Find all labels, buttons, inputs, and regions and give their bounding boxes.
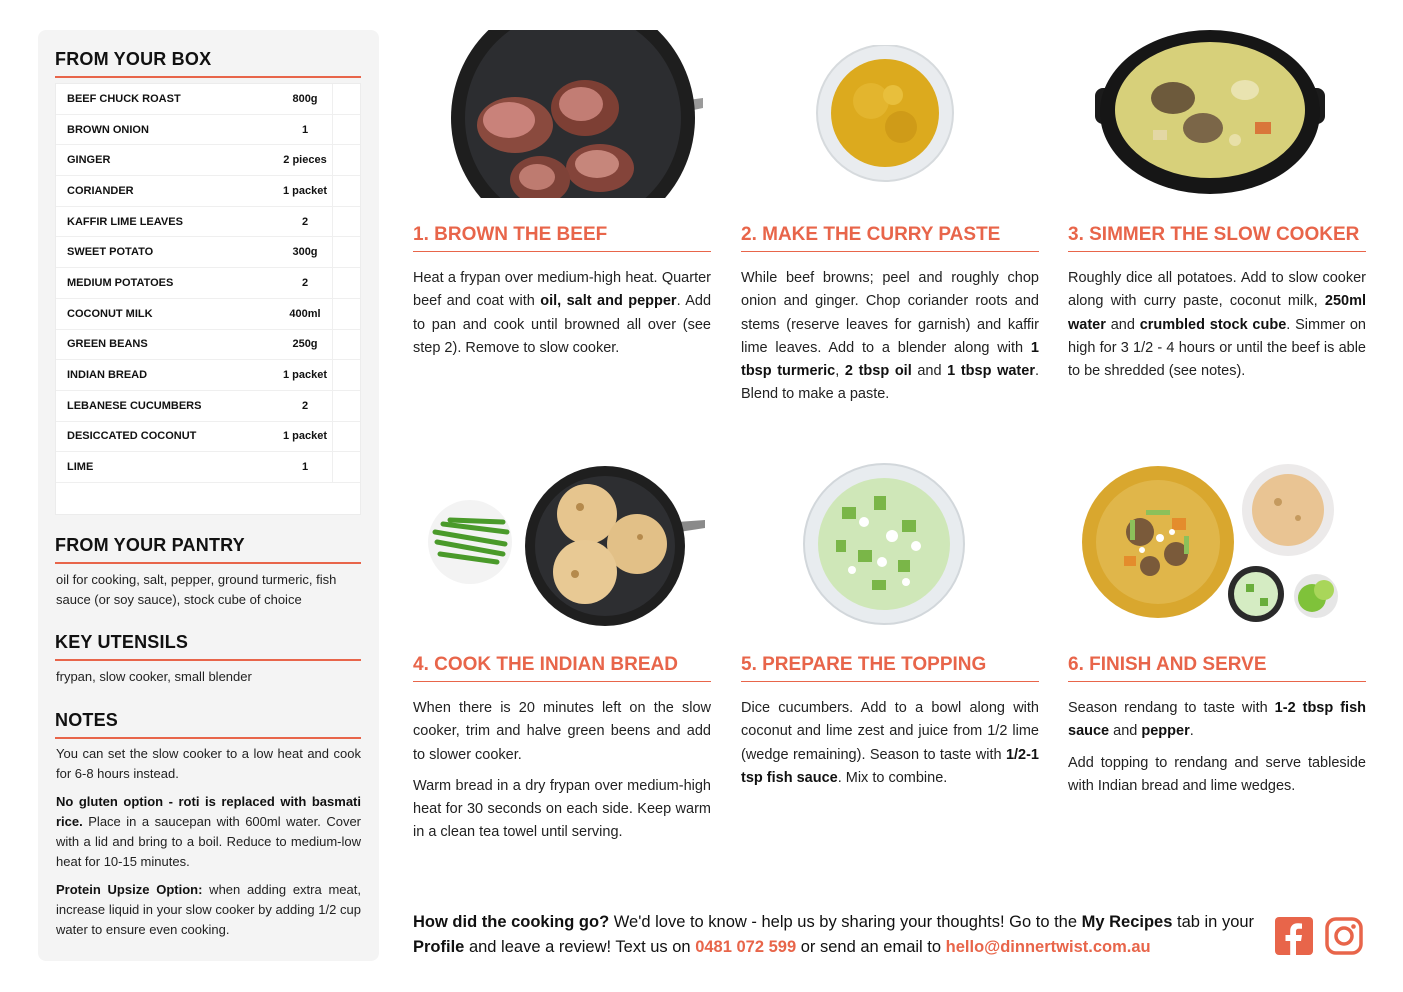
step-6-text-a: Season rendang to taste with [1068, 700, 1275, 716]
step-5-body [741, 697, 1039, 798]
footer-text-c: and leave a review! Text us on [464, 938, 696, 956]
ingredient-qty: 2 pieces [283, 154, 327, 167]
ingredient-qty: 1 [301, 123, 309, 136]
ingredient-qty: 400ml [289, 307, 321, 320]
step-2-text-c: and [911, 363, 948, 380]
column-divider [332, 329, 333, 359]
utensils-title: KEY UTENSILS [55, 632, 361, 661]
column-divider [332, 421, 333, 451]
beef-in-pan-photo [445, 30, 710, 200]
footer-question: How did the cooking go? [413, 913, 610, 931]
from-your-box-title: FROM YOUR BOX [55, 49, 361, 78]
step-5-text-b: . Mix to combine. [837, 769, 948, 786]
step-1-body [413, 267, 711, 368]
ingredient-row [56, 330, 360, 361]
footer-my-recipes: My Recipes [1081, 913, 1173, 931]
ingredient-row [56, 237, 360, 268]
ingredient-qty: 800g [292, 92, 318, 105]
step-6-title: 6. FINISH AND SERVE [1068, 654, 1366, 682]
step-6-bold-a: 1-2 tbsp fish sauce [1068, 700, 1366, 740]
column-divider [332, 360, 333, 390]
finished-dish-photo [1080, 462, 1345, 627]
column-divider [332, 176, 333, 206]
ingredient-name: BEEF CHUCK ROAST [67, 92, 181, 105]
column-divider [332, 84, 333, 114]
feedback-footer [413, 910, 1263, 960]
ingredient-name: GINGER [67, 154, 111, 167]
ingredient-row [56, 176, 360, 207]
step-6-bold-b: pepper [1141, 723, 1190, 740]
ingredient-name: LIME [67, 461, 94, 474]
step-1-title: 1. BROWN THE BEEF [413, 224, 711, 252]
topping-photo [802, 462, 967, 627]
ingredient-row [56, 207, 360, 238]
note-gluten-text: Place in a saucepan with 600ml water. Cover with a lid and bring to a boil. Reduce to medium-low heat for 10-15 minutes. [56, 814, 361, 869]
sidebar [38, 30, 379, 961]
ingredient-qty: 1 packet [282, 184, 328, 197]
step-4-text-1: When there is 20 minutes left on the slow cooker, trim and halve green beens and add to slower cooker. [413, 700, 711, 763]
footer-text-a: We'd love to know - help us by sharing your thoughts! Go to the [609, 913, 1082, 931]
step-2-bold-a: 1 tbsp turmeric [741, 339, 1039, 380]
ingredient-name: DESICCATED COCONUT [67, 430, 197, 443]
ingredient-qty: 1 [301, 461, 309, 474]
step-2-body [741, 267, 1039, 415]
curry-paste-photo [815, 45, 955, 185]
ingredient-row [56, 452, 360, 483]
ingredient-name: INDIAN BREAD [67, 369, 148, 382]
column-divider [332, 299, 333, 329]
step-5-text [741, 697, 1039, 790]
pantry-list: oil for cooking, salt, pepper, ground turmeric, fish sauce (or soy sauce), stock cube of choice [56, 572, 337, 607]
ingredient-name: SWEET POTATO [67, 246, 154, 259]
ingredient-name: KAFFIR LIME LEAVES [67, 215, 183, 228]
step-3-title: 3. SIMMER THE SLOW COOKER [1068, 224, 1366, 252]
step-3-text-b: and [1105, 316, 1140, 333]
ingredient-row [56, 268, 360, 299]
step-2-title: 2. MAKE THE CURRY PASTE [741, 224, 1039, 252]
phone-link[interactable]: 0481 072 599 [695, 938, 797, 956]
step-1-text [413, 267, 711, 360]
step-5-bold-a: 1/2-1 tsp fish sauce [741, 746, 1039, 786]
step-5-title: 5. PREPARE THE TOPPING [741, 654, 1039, 682]
step-2-text [741, 267, 1039, 407]
step-4-text-2: Warm bread in a dry frypan over medium-high heat for 30 seconds on each side. Keep warm in a clean tea towel until serving. [413, 777, 711, 841]
step-3-text [1068, 267, 1366, 383]
pantry-text [56, 570, 361, 618]
ingredient-qty: 2 [301, 276, 309, 289]
step-6-text-c: . [1189, 723, 1194, 740]
facebook-icon[interactable] [1275, 917, 1313, 955]
step-2-bold-b: 2 tbsp oil [844, 363, 912, 380]
step-2-text-d: . Blend to make a paste. [741, 363, 1039, 403]
step-6-text-1 [1068, 697, 1366, 744]
slow-cooker-photo [1095, 30, 1325, 200]
ingredient-name: BROWN ONION [67, 123, 149, 136]
ingredient-row [56, 115, 360, 146]
footer-text-d: or send an email to [796, 938, 946, 956]
footer-profile: Profile [413, 938, 465, 956]
step-3-bold-b: crumbled stock cube [1139, 316, 1287, 333]
note-protein-bold: Protein Upsize Option: [56, 882, 203, 897]
ingredient-row [56, 299, 360, 330]
utensils-list: frypan, slow cooker, small blender [56, 669, 252, 684]
step-4-title: 4. COOK THE INDIAN BREAD [413, 654, 711, 682]
notes-title: NOTES [55, 710, 361, 739]
column-divider [332, 268, 333, 298]
step-6-text-b: and [1109, 723, 1142, 740]
note-protein-text: when adding extra meat, increase liquid in your slow cooker by adding 1/2 cup water to ensure even cooking. [56, 882, 361, 937]
ingredient-row [56, 391, 360, 422]
ingredient-qty: 300g [292, 246, 318, 259]
column-divider [332, 391, 333, 421]
ingredient-qty: 1 packet [282, 369, 328, 382]
ingredient-qty: 1 packet [282, 430, 328, 443]
note-gluten [56, 792, 361, 872]
ingredient-name: LEBANESE CUCUMBERS [67, 399, 202, 412]
step-3-text-c: . Simmer on high for 3 1/2 - 4 hours or until the beef is able to be shredded (see notes). [1068, 316, 1366, 380]
ingredient-name: CORIANDER [67, 184, 134, 197]
step-1-bold-a: oil, salt and pepper [540, 293, 677, 310]
step-1-text-a: Heat a frypan over medium-high heat. Quarter beef and coat with [413, 270, 711, 310]
ingredient-qty: 2 [301, 399, 309, 412]
pantry-title: FROM YOUR PANTRY [55, 535, 361, 564]
column-divider [332, 145, 333, 175]
step-5-text-a: Dice cucumbers. Add to a bowl along with coconut and lime zest and juice from 1/2 lime (wedge remaining). Season to taste with [741, 700, 1039, 763]
ingredient-qty: 250g [292, 338, 318, 351]
step-6-text-2: Add topping to rendang and serve tableside with Indian bread and lime wedges. [1068, 754, 1366, 794]
indian-bread-photo [425, 462, 710, 632]
ingredient-row [56, 145, 360, 176]
ingredient-row [56, 360, 360, 391]
notes-text [56, 744, 361, 948]
column-divider [332, 452, 333, 482]
step-2-text-a: While beef browns; peel and roughly chop onion and ginger. Chop coriander roots and stems (reserve leaves for garnish) and kaffir lime leaves. Add to a blender along with [741, 270, 1039, 356]
step-2-text-b: , [835, 363, 845, 380]
column-divider [332, 237, 333, 267]
ingredients-table [55, 83, 361, 515]
step-4-body [413, 697, 711, 853]
instagram-icon[interactable] [1325, 917, 1363, 955]
note-protein [56, 880, 361, 940]
column-divider [332, 207, 333, 237]
ingredient-name: GREEN BEANS [67, 338, 148, 351]
utensils-text [56, 667, 361, 695]
step-6-body [1068, 697, 1366, 806]
step-3-text-a: Roughly dice all potatoes. Add to slow cooker along with curry paste, coconut milk, [1068, 270, 1366, 310]
ingredient-row [56, 422, 360, 453]
step-1-text-b: . Add to pan and cook until browned all over (see step 2). Remove to slow cooker. [413, 293, 712, 356]
ingredient-name: COCONUT MILK [67, 307, 153, 320]
column-divider [332, 115, 333, 145]
ingredient-name: MEDIUM POTATOES [67, 276, 174, 289]
step-3-bold-a: 250ml water [1068, 293, 1366, 333]
step-2-bold-c: 1 tbsp water [947, 363, 1035, 380]
note-gluten-bold: No gluten option - roti is replaced with basmati rice. [56, 794, 361, 829]
ingredient-qty: 2 [301, 215, 309, 228]
footer-text-b: tab in your [1172, 913, 1255, 931]
email-link[interactable]: hello@dinnertwist.com.au [945, 938, 1151, 956]
step-3-body [1068, 267, 1366, 391]
note-slow-cooker: You can set the slow cooker to a low heat and cook for 6-8 hours instead. [56, 746, 361, 781]
ingredient-row [56, 84, 360, 115]
